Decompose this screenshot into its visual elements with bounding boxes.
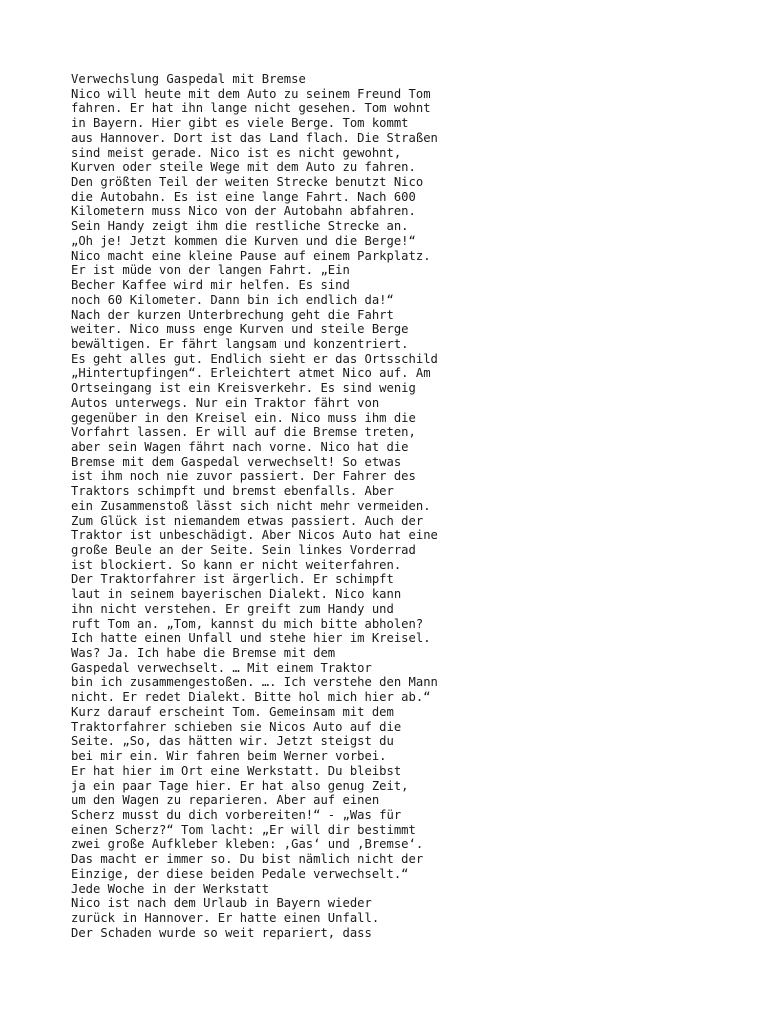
text-line: ruft Tom an. „Tom, kannst du mich bitte abholen? [71,616,424,631]
text-line: „Oh je! Jetzt kommen die Kurven und die Berge!“ [71,233,416,248]
text-line: Gaspedal verwechselt. … Mit einem Traktor [71,660,372,675]
text-line: Becher Kaffee wird mir helfen. Es sind [71,278,350,293]
text-line: ein Zusammenstoß lässt sich nicht mehr vermeiden. [71,498,431,513]
text-line: Der Schaden wurde so weit repariert, dass [71,925,372,940]
text-line: zurück in Hannover. Er hatte einen Unfall. [71,910,380,925]
text-line: gegenüber in den Kreisel ein. Nico muss ihm die [71,410,416,425]
text-line: Bremse mit dem Gaspedal verwechselt! So etwas [71,454,402,469]
text-line: Kurven oder steile Wege mit dem Auto zu fahren. [71,160,416,175]
text-line: aber sein Wagen fährt nach vorne. Nico hat die [71,439,409,454]
text-line: Das macht er immer so. Du bist nämlich nicht der [71,852,424,867]
document-text [71,72,751,940]
text-line: Nach der kurzen Unterbrechung geht die Fahrt [71,307,394,322]
document-title: Verwechslung Gaspedal mit Bremse [71,72,306,86]
text-line: laut in seinem bayerischen Dialekt. Nico kann [71,587,402,602]
text-line: sind meist gerade. Nico ist es nicht gewohnt, [71,145,402,160]
text-line: bewältigen. Er fährt langsam und konzentriert. [71,336,409,351]
text-line: Einzige, der diese beiden Pedale verwechselt.“ [71,866,409,881]
text-line: aus Hannover. Dort ist das Land flach. Die Straßen [71,130,438,145]
text-line: Der Traktorfahrer ist ärgerlich. Er schimpft [71,572,394,587]
text-line: Traktor ist unbeschädigt. Aber Nicos Auto hat eine [71,528,438,543]
text-line: einen Scherz?“ Tom lacht: „Er will dir bestimmt [71,822,416,837]
text-line: Kurz darauf erscheint Tom. Gemeinsam mit dem [71,704,394,719]
text-line: Er ist müde von der langen Fahrt. „Ein [71,263,350,278]
text-line: Vorfahrt lassen. Er will auf die Bremse treten, [71,425,416,440]
text-line: „Hintertupfingen“. Erleichtert atmet Nico auf. Am [71,366,431,381]
text-line: ist blockiert. So kann er nicht weiterfahren. [71,557,402,572]
text-line: ihn nicht verstehen. Er greift zum Handy und [71,601,394,616]
text-line: um den Wagen zu reparieren. Aber auf einen [71,793,380,808]
text-line: Ich hatte einen Unfall und stehe hier im Kreisel. [71,631,431,646]
text-line: bin ich zusammengestoßen. …. Ich verstehe den Mann [71,675,438,690]
text-line: zwei große Aufkleber kleben: ‚Gas‘ und ‚Bremse‘. [71,837,424,852]
text-line: weiter. Nico muss enge Kurven und steile Berge [71,322,409,337]
text-line: Seite. „So, das hätten wir. Jetzt steigst du [71,734,394,749]
text-line: fahren. Er hat ihn lange nicht gesehen. Tom wohnt [71,101,431,116]
text-line: Was? Ja. Ich habe die Bremse mit dem [71,646,336,661]
text-line: Sein Handy zeigt ihm die restliche Strecke an. [71,219,409,234]
text-line: Nico will heute mit dem Auto zu seinem Freund Tom [71,86,431,101]
text-line: Zum Glück ist niemandem etwas passiert. Auch der [71,513,424,528]
text-line: Autos unterwegs. Nur ein Traktor fährt von [71,395,380,410]
text-line: in Bayern. Hier gibt es viele Berge. Tom kommt [71,116,409,131]
text-line: Kilometern muss Nico von der Autobahn abfahren. [71,204,416,219]
text-line: Traktors schimpft und bremst ebenfalls. Aber [71,484,394,499]
text-line: Traktorfahrer schieben sie Nicos Auto auf die [71,719,402,734]
text-line: noch 60 Kilometer. Dann bin ich endlich da!“ [71,292,394,307]
text-line: Den größten Teil der weiten Strecke benutzt Nico [71,175,424,190]
text-line: ja ein paar Tage hier. Er hat also genug Zeit, [71,778,409,793]
text-line: Scherz musst du dich vorbereiten!“ - „Was für [71,807,402,822]
text-line: Er hat hier im Ort eine Werkstatt. Du bleibst [71,763,402,778]
text-line: Nico ist nach dem Urlaub in Bayern wieder [71,896,372,911]
text-line: nicht. Er redet Dialekt. Bitte hol mich hier ab.“ [71,690,431,705]
text-line: die Autobahn. Es ist eine lange Fahrt. Nach 600 [71,189,416,204]
text-line: Nico macht eine kleine Pause auf einem Parkplatz. [71,248,431,263]
text-line: Jede Woche in der Werkstatt [71,881,270,896]
text-line: Es geht alles gut. Endlich sieht er das Ortsschild [71,351,438,366]
text-line: große Beule an der Seite. Sein linkes Vorderrad [71,543,416,557]
text-line: ist ihm noch nie zuvor passiert. Der Fahrer des [71,469,416,484]
text-line: Ortseingang ist ein Kreisverkehr. Es sind wenig [71,381,416,396]
text-line: bei mir ein. Wir fahren beim Werner vorbei. [71,749,387,764]
